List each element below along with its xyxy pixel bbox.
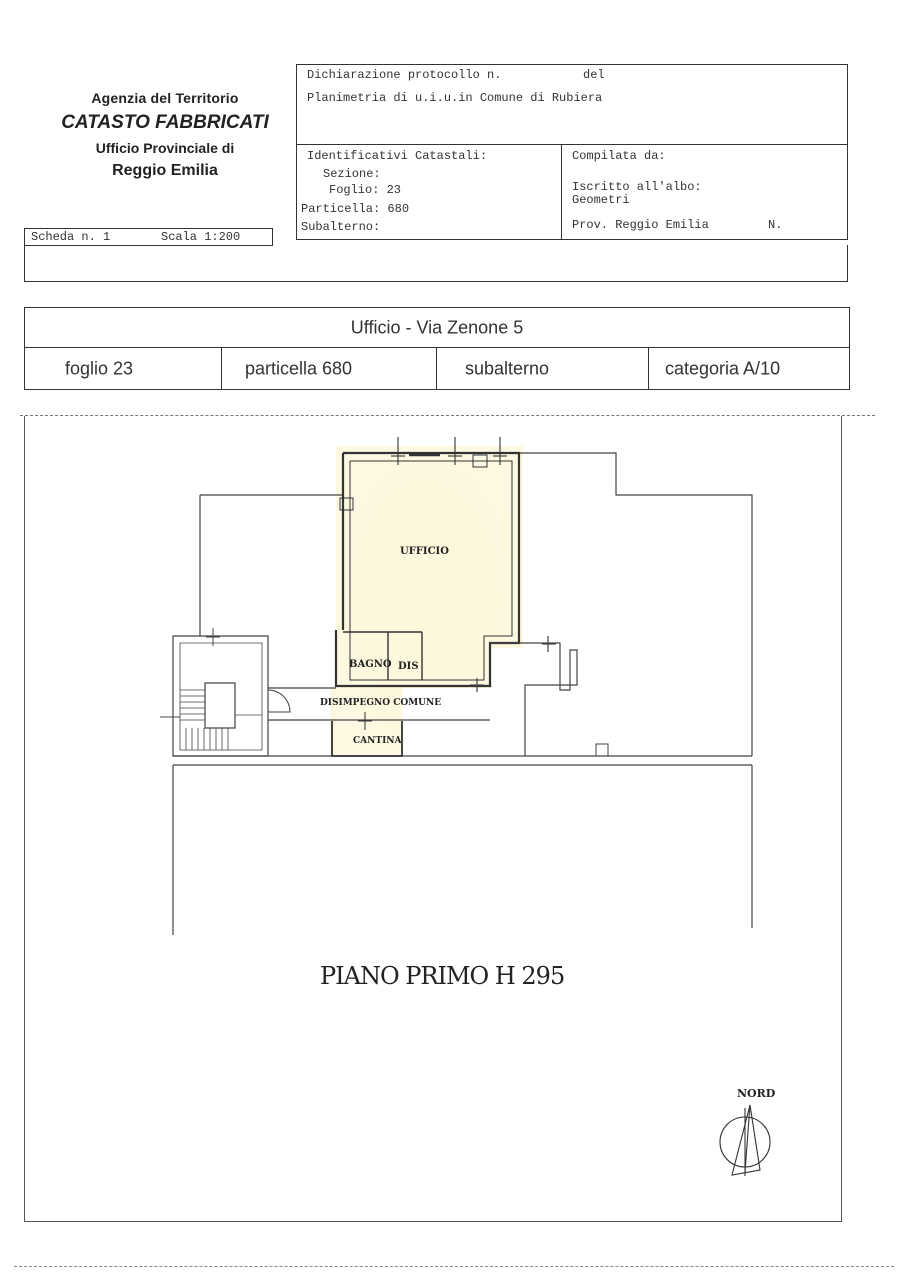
sezione-label: Sezione: [323, 167, 381, 181]
wall-right-block [519, 453, 752, 756]
agency-name: Agenzia del Territorio [91, 90, 239, 106]
scheda-number: Scheda n. 1 [31, 230, 111, 244]
pillar-right [596, 744, 608, 756]
catasto-title: CATASTO FABBRICATI [61, 112, 269, 133]
north-arrow-icon [720, 1105, 770, 1176]
nord-label: NORD [737, 1087, 776, 1100]
identificativi-label: Identificativi Catastali: [307, 149, 488, 163]
iscritto-label: Iscritto all'albo: [572, 180, 702, 194]
albo-value: Geometri [572, 193, 630, 207]
summary-subalterno: subalterno [465, 358, 550, 378]
foglio-label: Foglio: 23 [329, 183, 402, 197]
room-disimpegno-label: DISIMPEGNO COMUNE [320, 698, 442, 708]
summary-foglio: foglio 23 [65, 358, 134, 378]
wall-left-block [200, 495, 343, 636]
summary-categoria: categoria A/10 [665, 358, 781, 378]
compilata-label: Compilata da: [572, 149, 666, 163]
dichiarazione-text: Dichiarazione protocollo n. [307, 68, 502, 82]
summary-title: Ufficio - Via Zenone 5 [350, 317, 524, 337]
unit-highlight [330, 446, 523, 756]
office-city: Reggio Emilia [112, 162, 218, 179]
bottom-scan-line [14, 1266, 894, 1267]
room-dis-label: DIS [398, 661, 419, 672]
room-bagno-label: BAGNO [349, 659, 392, 670]
room-cantina-label: CANTINA [353, 736, 402, 746]
del-text: del [583, 68, 605, 82]
planimetria-text: Planimetria di u.i.u.in Comune di Rubiera [307, 91, 603, 105]
subalterno-label: Subalterno: [301, 220, 381, 234]
particella-label: Particella: 680 [301, 202, 410, 216]
stair-core [160, 628, 290, 756]
right-annex [490, 643, 577, 756]
prov-label: Prov. Reggio Emilia [572, 218, 709, 232]
office-label: Ufficio Provinciale di [95, 140, 235, 156]
summary-particella: particella 680 [245, 358, 353, 378]
room-ufficio-label: UFFICIO [400, 546, 449, 557]
scala-value: Scala 1:200 [161, 230, 241, 244]
n-label: N. [768, 218, 783, 232]
plan-title: PIANO PRIMO H 295 [320, 962, 565, 990]
